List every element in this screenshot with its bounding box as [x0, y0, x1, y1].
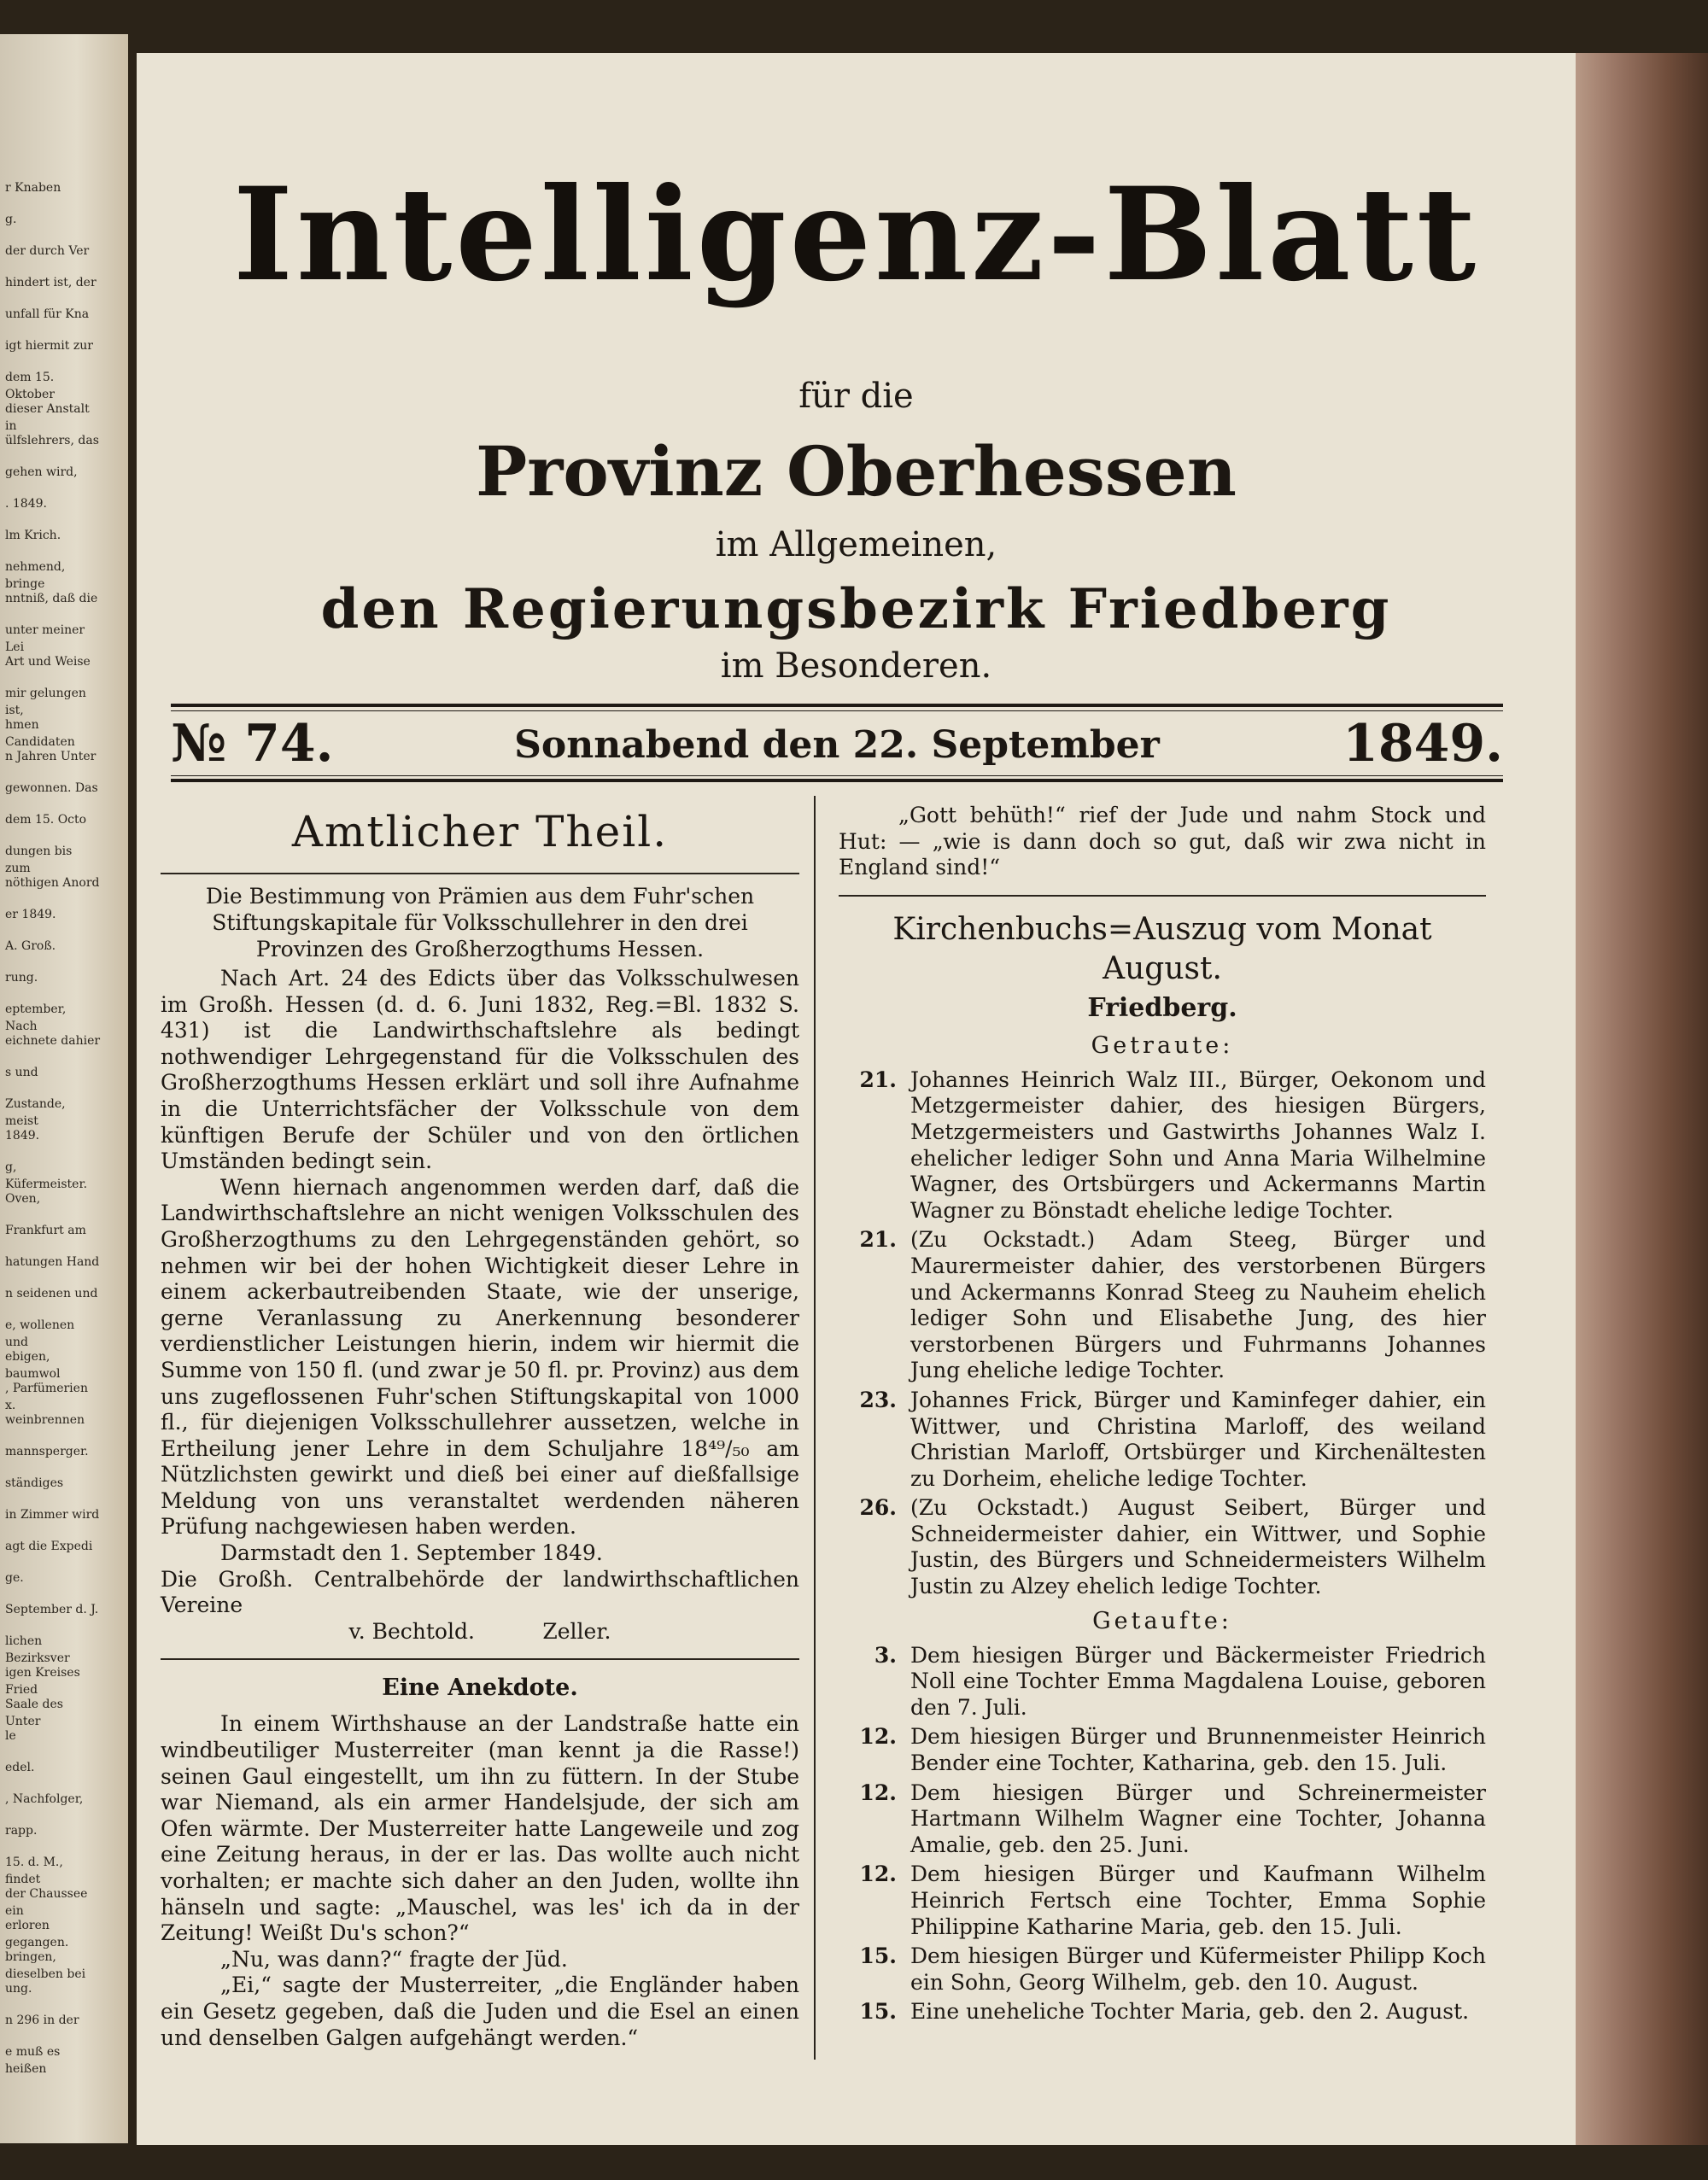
- getaufte-entry: [839, 1724, 1486, 1776]
- getaufte-entry: [839, 1999, 1486, 2025]
- left-page-fragment: e, wollenen und: [5, 1318, 75, 1349]
- left-page-fragment: ebigen, baumwol: [5, 1350, 61, 1381]
- left-page-fragment: igt hiermit zur: [5, 339, 93, 353]
- left-page-fragment: dungen bis zum: [5, 845, 73, 875]
- left-page-fragment: ständiges: [5, 1476, 64, 1490]
- getaufte-entry-text: Dem hiesigen Bürger und Küfermeister Philipp Koch ein Sohn, Georg Wilhelm, geb. den 10. August.: [910, 1943, 1486, 1995]
- masthead-provinz: Provinz Oberhessen: [476, 431, 1237, 511]
- getaufte-entry-day: 12.: [859, 1861, 897, 1887]
- left-page-edge: [0, 34, 128, 2143]
- rule-top-thin: [171, 710, 1503, 711]
- left-page-fragment: rapp.: [5, 1824, 38, 1838]
- issue-year: 1849.: [1342, 714, 1503, 774]
- left-page-fragment: er 1849.: [5, 908, 56, 921]
- left-page-fragment: erloren gegangen.: [5, 1919, 69, 1949]
- left-page-fragment: 15. d. M., findet: [5, 1856, 63, 1886]
- left-page-fragment: nöthigen Anord: [5, 876, 100, 890]
- left-page-fragment: hindert ist, der: [5, 276, 97, 289]
- getaufte-label: Getaufte:: [1092, 1607, 1232, 1634]
- left-page-fragment: in Zimmer wird: [5, 1508, 100, 1522]
- getaufte-entry-day: 15.: [859, 1999, 897, 2025]
- left-page-fragment: igen Kreises Fried: [5, 1666, 80, 1697]
- amtlich-authority: Die Großh. Centralbehörde der landwirthschaftlichen Vereine: [161, 1566, 799, 1618]
- left-page-fragment: lm Krich.: [5, 529, 61, 542]
- amtlich-signature: v. Bechtold. Zeller.: [348, 1618, 611, 1644]
- left-page-fragment: rung.: [5, 971, 38, 985]
- getraute-entry-day: 23.: [859, 1387, 897, 1412]
- left-page-fragment: ung.: [5, 1982, 32, 1996]
- getaufte-entry-day: 12.: [859, 1724, 897, 1750]
- kirchenbuch-ort: Friedberg.: [1087, 992, 1237, 1023]
- getraute-entry-day: 21.: [859, 1067, 897, 1092]
- left-page-fragment: hatungen Hand: [5, 1255, 100, 1269]
- left-page-fragment: e muß es heißen: [5, 2045, 61, 2076]
- book-spine-edge: [1576, 53, 1708, 2145]
- getraute-entry-text: (Zu Ockstadt.) August Seibert, Bürger und Schneidermeister dahier, ein Wittwer, und Sophie Justin, des Bürgers und Schneidermeisters Wilhelm Justin zu Alzey ehelich ledige Tochter.: [910, 1495, 1486, 1599]
- amtlich-subject: Die Bestimmung von Prämien aus dem Fuhr'schen Stiftungskapitale für Volksschullehrer in den drei Provinzen des Großherzogthums Hessen.: [205, 884, 755, 961]
- getraute-entry-text: Johannes Frick, Bürger und Kaminfeger dahier, ein Wittwer, und Christina Marloff, des weiland Christian Marloff, Ortsbürger und Kirchenältesten zu Dorheim, eheliche ledige Tochter.: [910, 1387, 1486, 1491]
- left-page-fragment: , Parfümerien x.: [5, 1382, 88, 1412]
- left-page-fragment: unfall für Kna: [5, 307, 90, 321]
- left-page-fragment: dem 15. Octo: [5, 813, 87, 827]
- left-page-fragment: ülfslehrers, das: [5, 434, 99, 447]
- getaufte-entry-text: Dem hiesigen Bürger und Kaufmann Wilhelm Heinrich Fertsch eine Tochter, Emma Sophie Philippine Katharine Maria, geb. den 15. Juli.: [910, 1861, 1486, 1939]
- left-page-fragment: gewonnen. Das: [5, 781, 98, 795]
- getraute-label: Getraute:: [1091, 1032, 1234, 1059]
- getaufte-entry-text: Dem hiesigen Bürger und Schreinermeister Hartmann Wilhelm Wagner eine Tochter, Johanna Amalie, geb. den 25. Juni.: [910, 1780, 1486, 1857]
- right-column: [839, 803, 1486, 2029]
- getraute-entry-text: Johannes Heinrich Walz III., Bürger, Oekonom und Metzgermeister dahier, des hiesigen Bürgers, Metzgermeisters und Gastwirths Johannes Walz I. ehelicher lediger Sohn und Anna Maria Wilhelmine Wagner, des Ortsbürgers und Ackermanns Martin Wagner zu Bönstadt eheliche ledige Tochter.: [910, 1067, 1486, 1223]
- issue-date: Sonnabend den 22. September: [514, 723, 1160, 767]
- getraute-entry: [839, 1067, 1486, 1224]
- amtlich-rule: [161, 873, 799, 874]
- getraute-list: [839, 1067, 1486, 1600]
- left-page-fragment: nehmend, bringe: [5, 560, 66, 591]
- left-page-fragment: September d. J.: [5, 1603, 99, 1616]
- left-page-fragment: A. Groß.: [5, 939, 56, 953]
- kirchenbuch-rule: [839, 895, 1486, 897]
- masthead-fuer-die: für die: [798, 377, 914, 416]
- left-page-fragment: der Chaussee ein: [5, 1887, 88, 1918]
- getraute-entry: [839, 1388, 1486, 1492]
- getaufte-entry-text: Dem hiesigen Bürger und Brunnenmeister Heinrich Bender eine Tochter, Katharina, geb. den 15. Juli.: [910, 1724, 1486, 1776]
- left-page-fragment: eptember, Nach: [5, 1002, 67, 1033]
- getaufte-entry: [839, 1643, 1486, 1721]
- left-page-fragment: . 1849.: [5, 497, 47, 511]
- anekdote-paragraph-4: „Gott behüth!“ rief der Jude und nahm Stock und Hut: — „wie is dann doch so gut, daß wir zwa nicht in England sind!“: [839, 803, 1486, 880]
- left-page-fragment: bringen, dieselben bei: [5, 1950, 86, 1981]
- getraute-entry: [839, 1495, 1486, 1599]
- getaufte-entry: [839, 1861, 1486, 1940]
- issue-number: № 74.: [171, 714, 334, 774]
- left-page-fragment: Art und Weise: [5, 655, 91, 669]
- left-page-fragment: r Knaben: [5, 181, 61, 195]
- left-page-fragment: mir gelungen ist,: [5, 687, 86, 717]
- rule-top-thick: [171, 704, 1503, 707]
- left-page-fragment: unter meiner Lei: [5, 623, 85, 654]
- left-page-fragment: Oven,: [5, 1192, 41, 1206]
- left-page-fragment: 1849.: [5, 1129, 40, 1143]
- left-page-fragment: der durch Ver: [5, 244, 90, 258]
- anekdote-heading: Eine Anekdote.: [382, 1674, 578, 1702]
- left-page-fragment: Saale des Unter: [5, 1698, 63, 1728]
- masthead-besonderen: im Besonderen.: [720, 646, 992, 686]
- amtlich-paragraph-2: Wenn hiernach angenommen werden darf, daß die Landwirthschaftslehre an nicht wenigen Volksschulen des Großherzogthums zu den Lehrgegenständen gehört, so nehmen wir bei der hohen Wichtigkeit dieser Lehre in einem ackerbautreibenden Staate, wie der unserige, gerne Veranlassung zu Anerkennung besonderer verdienstlicher Leistungen hierin, indem wir hiermit die Summe von 150 fl. (und zwar je 50 fl. pr. Provinz) aus dem uns zugeflossenen Fuhr'schen Stiftungskapital von 1000 fl., für diejenigen Volksschullehrer aussetzen, welche in Ertheilung jener Lehre in dem Schuljahre 18⁴⁹/₅₀ am Nützlichsten gewirkt und dieß bei einer auf dießfallsige Meldung von uns veranstaltet werdenden näheren Prüfung nachgewiesen haben werden.: [161, 1174, 799, 1540]
- getaufte-entry-text: Eine uneheliche Tochter Maria, geb. den 2. August.: [910, 1999, 1470, 2025]
- left-page-fragment: n seidenen und: [5, 1287, 98, 1300]
- left-page-fragment: g.: [5, 213, 17, 226]
- masthead-allgemeinen: im Allgemeinen,: [715, 525, 997, 564]
- left-page-fragment: ge.: [5, 1571, 24, 1585]
- getaufte-list: [839, 1643, 1486, 2025]
- left-page-fragment: g, Küfermeister.: [5, 1160, 88, 1191]
- getraute-entry-text: (Zu Ockstadt.) Adam Steeg, Bürger und Maurermeister dahier, des verstorbenen Bürgers und Ackermanns Konrad Steeg zu Nauheim ehelich lediger Sohn und Elisabethe Jung, des hier verstorbenen Bürgers und Fuhrmanns Johannes Jung eheliche ledige Tochter.: [910, 1227, 1486, 1383]
- amtlich-heading: Amtlicher Theil.: [291, 807, 669, 856]
- getraute-entry: [839, 1227, 1486, 1384]
- getraute-entry-day: 26.: [859, 1495, 897, 1521]
- left-page-fragment: gehen wird,: [5, 465, 78, 479]
- left-page-fragment: , Nachfolger,: [5, 1792, 84, 1806]
- issue-line: [171, 714, 1503, 774]
- getaufte-entry-day: 3.: [874, 1642, 897, 1668]
- getaufte-entry: [839, 1780, 1486, 1859]
- left-page-fragment: mannsperger.: [5, 1445, 89, 1458]
- left-page-fragment: s und: [5, 1066, 38, 1079]
- left-page-fragment: n Jahren Unter: [5, 750, 97, 763]
- left-page-fragment: dieser Anstalt in: [5, 402, 90, 433]
- column-divider: [814, 796, 816, 2060]
- kirchenbuch-heading: Kirchenbuchs=Auszug vom Monat August.: [892, 911, 1432, 986]
- left-page-fragment: Zustande, meist: [5, 1097, 66, 1128]
- anekdote-paragraph-2: „Nu, was dann?“ fragte der Jüd.: [220, 1946, 568, 1972]
- left-page-fragment: hmen Candidaten: [5, 718, 75, 749]
- masthead-title: Intelligenz-Blatt: [232, 160, 1480, 310]
- left-page-fragment: nntniß, daß die: [5, 592, 98, 605]
- rule-bottom-thin: [171, 775, 1503, 776]
- amtlich-place-date: Darmstadt den 1. September 1849.: [220, 1540, 603, 1566]
- getaufte-entry: [839, 1943, 1486, 1996]
- left-page-fragment: eichnete dahier: [5, 1034, 101, 1048]
- left-column: [161, 803, 799, 2051]
- getaufte-entry-day: 15.: [859, 1943, 897, 1969]
- masthead-bezirk: den Regierungsbezirk Friedberg: [320, 577, 1392, 641]
- anekdote-paragraph-1: In einem Wirthshause an der Landstraße hatte ein windbeutiliger Musterreiter (man kennt ja die Rasse!) seinen Gaul eingestellt, um ihn zu füttern. In der Stube war Niemand, als ein armer Handelsjude, der sich am Ofen wärmte. Der Musterreiter hatte Langeweile und zog eine Zeitung heraus, in der er las. Das wollte auch nicht vorhalten; er machte sich daher an den Juden, wollte ihn hänseln und sagte: „Mauschel, was les' ich da in der Zeitung! Weißt Du's schon?“: [161, 1711, 799, 1946]
- left-page-fragment: le: [5, 1729, 16, 1743]
- left-page-fragment: edel.: [5, 1761, 35, 1774]
- amtlich-paragraph-1: Nach Art. 24 des Edicts über das Volksschulwesen im Großh. Hessen (d. d. 6. Juni 1832, Reg.=Bl. 1832 S. 431) ist die Landwirthschaftslehre als bedingt nothwendiger Lehrgegenstand für die Volksschulen des Großherzogthums Hessen erklärt und soll ihre Aufnahme in die Unterrichtsfächer der Volksschule von dem künftigen Berufe der Schüler und von den örtlichen Umständen bedingt sein.: [161, 966, 799, 1174]
- left-page-fragment: agt die Expedi: [5, 1540, 93, 1553]
- newspaper-page: [137, 53, 1576, 2145]
- left-page-fragment: Frankfurt am: [5, 1224, 86, 1237]
- left-page-fragment: lichen Bezirksver: [5, 1634, 70, 1665]
- getaufte-entry-day: 12.: [859, 1780, 897, 1805]
- rule-bottom-thick: [171, 779, 1503, 782]
- left-page-fragment: dem 15. Oktober: [5, 371, 55, 401]
- anekdote-paragraph-3: „Ei,“ sagte der Musterreiter, „die Engländer haben ein Gesetz gegeben, daß die Juden und die Esel an einen und denselben Galgen aufgehängt werden.“: [161, 1973, 799, 2050]
- left-page-fragment: n 296 in der: [5, 2013, 79, 2027]
- left-page-fragment: weinbrennen: [5, 1413, 85, 1427]
- getraute-entry-day: 21.: [859, 1227, 897, 1253]
- section-rule: [161, 1658, 799, 1660]
- getaufte-entry-text: Dem hiesigen Bürger und Bäckermeister Friedrich Noll eine Tochter Emma Magdalena Louise, geboren den 7. Juli.: [910, 1642, 1486, 1720]
